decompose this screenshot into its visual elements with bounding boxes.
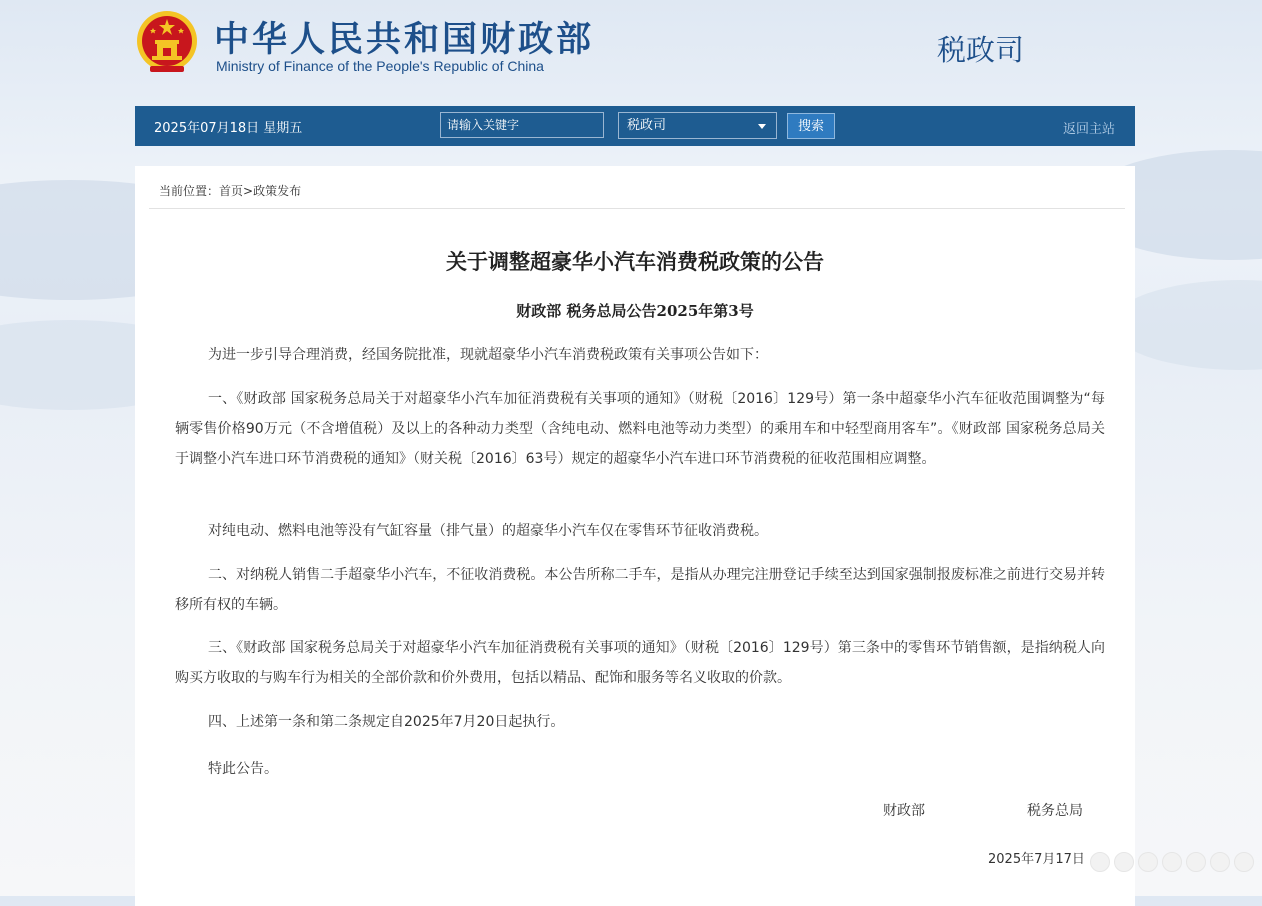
- ministry-title-en: Ministry of Finance of the People's Republic of China: [216, 58, 544, 74]
- watermark-dot: [1114, 852, 1134, 872]
- top-navbar: [135, 106, 1135, 146]
- search-button[interactable]: 搜索: [787, 113, 835, 139]
- search-scope-select[interactable]: [618, 112, 777, 139]
- search-scope-value: 税政司: [627, 118, 667, 133]
- article-paragraph: 特此公告。: [208, 761, 278, 777]
- article-title: 关于调整超豪华小汽车消费税政策的公告: [446, 249, 824, 274]
- article-paragraph: 二、对纳税人销售二手超豪华小汽车，不征收消费税。本公告所称二手车，是指从办理完注册登记手续至达到国家强制报废标准之前进行交易并转移所有权的车辆。: [175, 567, 1105, 613]
- watermark-dot: [1138, 852, 1158, 872]
- breadcrumb-separator: >: [243, 184, 254, 198]
- return-home-link[interactable]: 返回主站: [1062, 122, 1115, 137]
- watermark-dot: [1186, 852, 1206, 872]
- breadcrumb-prefix: 当前位置：: [159, 184, 220, 198]
- ministry-title-cn: 中华人民共和国财政部: [214, 20, 595, 60]
- signatory-ministry-of-finance: 财政部: [883, 803, 925, 819]
- breadcrumb: [159, 182, 301, 199]
- document-number: 财政部 税务总局公告2025年第3号: [516, 302, 754, 320]
- watermark-dot: [1234, 852, 1254, 872]
- article-paragraph: 四、上述第一条和第二条规定自2025年7月20日起执行。: [208, 714, 565, 730]
- article-paragraph: 一、《财政部 国家税务总局关于对超豪华小汽车加征消费税有关事项的通知》（财税〔2016〕129号）第一条中超豪华小汽车征收范围调整为“每辆零售价格90万元（不含增值税）及以上的各种动力类型（含纯电动、燃料电池等动力类型）的乘用车和中轻型商用客车”。《财政部 国家税务总局关于调整小汽车进口环节消费税的通知》（财关税〔2016〕63号）规定的超豪华小汽车进口环节消费税的征收范围相应调整。: [175, 391, 1105, 467]
- article-paragraph: 对纯电动、燃料电池等没有气缸容量（排气量）的超豪华小汽车仅在零售环节征收消费税。: [208, 523, 768, 539]
- watermark-dots: [1090, 852, 1254, 872]
- article-paragraph: 为进一步引导合理消费，经国务院批准，现就超豪华小汽车消费税政策有关事项公告如下：: [208, 347, 768, 363]
- national-emblem-icon: [136, 10, 198, 74]
- breadcrumb-current-link[interactable]: 政策发布: [253, 184, 302, 198]
- current-date: 2025年07月18日 星期五: [154, 121, 303, 136]
- signature-date: 2025年7月17日: [988, 852, 1085, 867]
- department-name: 税政司: [937, 33, 1025, 67]
- watermark-dot: [1162, 852, 1182, 872]
- breadcrumb-home-link[interactable]: 首页: [219, 184, 244, 198]
- watermark-dot: [1090, 852, 1110, 872]
- article-paragraph: 三、《财政部 国家税务总局关于对超豪华小汽车加征消费税有关事项的通知》（财税〔2016〕129号）第三条中的零售环节销售额，是指纳税人向购买方收取的与购车行为相关的全部价款和价外费用，包括以精品、配饰和服务等名义收取的价款。: [175, 640, 1105, 686]
- signatory-tax-administration: 税务总局: [1027, 803, 1083, 819]
- search-input[interactable]: [440, 112, 604, 138]
- content-panel: [135, 166, 1135, 906]
- chevron-down-icon: [758, 124, 766, 129]
- watermark-dot: [1210, 852, 1230, 872]
- divider: [149, 208, 1125, 209]
